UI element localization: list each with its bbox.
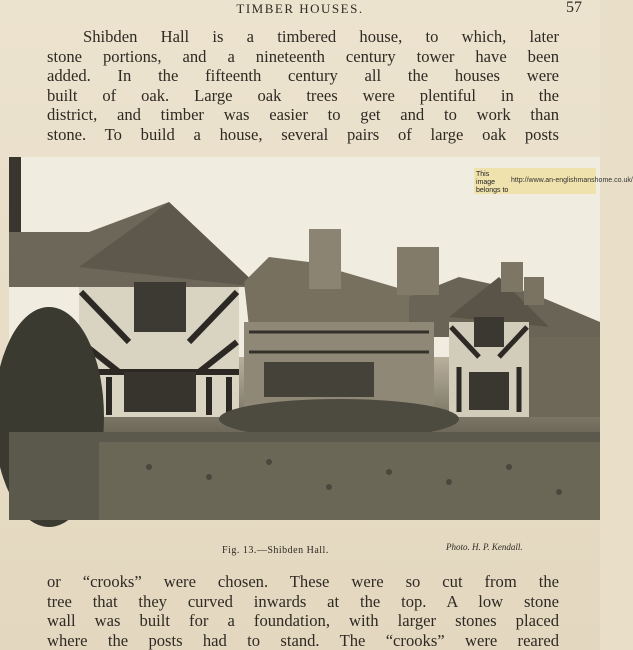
shibden-hall-photo [9,157,600,520]
text-line: added. In the fifteenth century all the houses were [47,66,559,86]
text-line: district, and timber was easier to get and to work than [47,105,559,125]
text-line: wall was built for a foundation, with larger stones placed [47,611,559,631]
figure-caption: Fig. 13.—Shibden Hall. [222,545,329,556]
running-head [0,0,600,22]
text-line: or “crooks” were chosen. These were so cut from the [47,572,559,591]
house-illustration [9,157,600,520]
text-line: built of oak. Large oak trees were plentiful in the [47,85,559,105]
text-line: where the posts had to stand. The “crooks” were reared [47,630,559,650]
watermark-url: http://www.an-englishmanshome.co.uk/ [511,177,633,184]
text-line: Shibden Hall is a timbered house, to which, later [83,27,559,46]
text-line: stone portions, and a nineteenth century tower have been [47,46,559,66]
watermark-prefix: This image belongs to [476,171,509,194]
body-text-bottom [47,572,559,650]
figure-caption-row [0,542,600,561]
watermark-badge [474,168,633,194]
text-line: stone. To build a house, several pairs of large oak posts [47,124,559,144]
running-title: TIMBER HOUSES. [236,1,364,16]
photo-credit: Photo. H. P. Kendall. [446,542,523,552]
body-text-top [47,27,559,145]
page-number: 57 [566,0,582,16]
text-line: tree that they curved inwards at the top. A low stone [47,591,559,611]
